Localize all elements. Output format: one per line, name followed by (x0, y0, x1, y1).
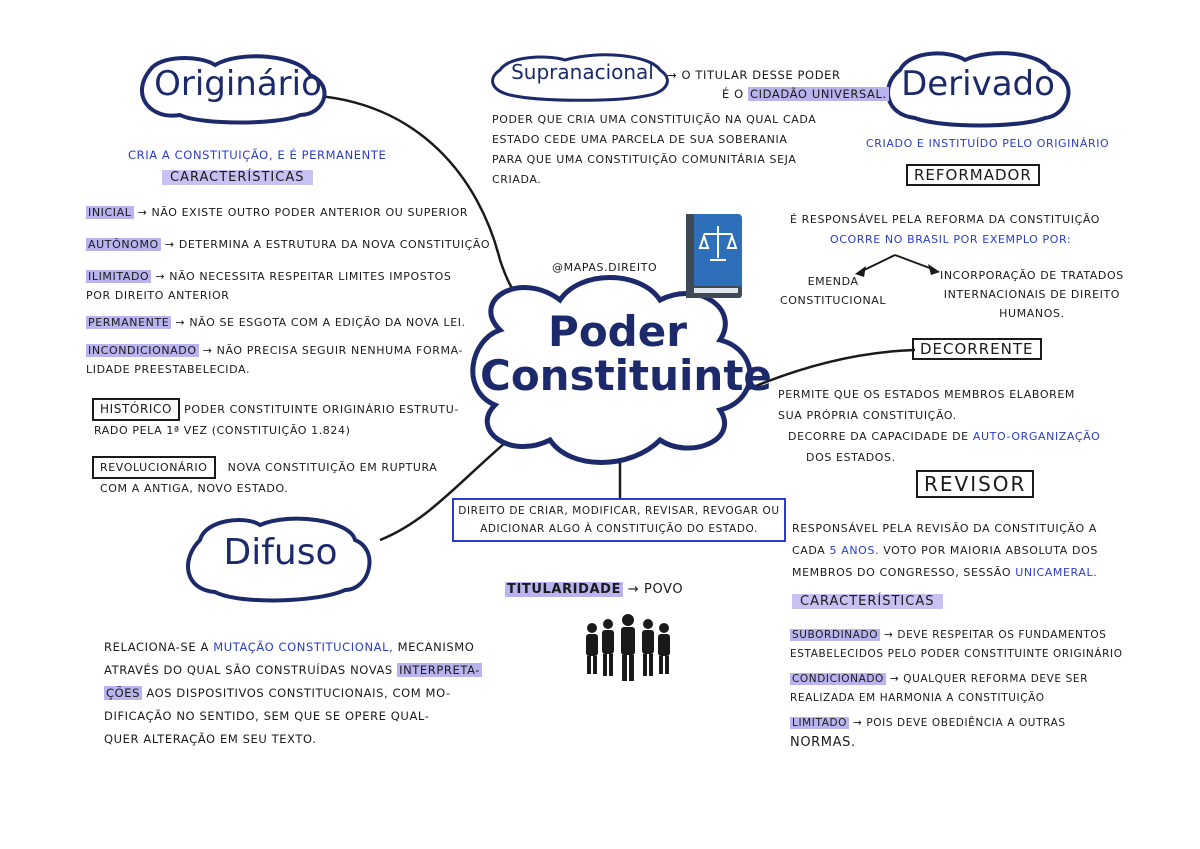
difuso-l1-blue: MUTAÇÃO CONSTITUCIONAL, (213, 640, 394, 654)
item-text2: LIDADE PREESTABELECIDA. (86, 363, 251, 376)
item-text2: REALIZADA EM HARMONIA A CONSTITUIÇÃO (790, 692, 1045, 704)
people-group-icon (578, 612, 678, 684)
revisor-line3-prefix: MEMBROS DO CONGRESSO, SESSÃO (792, 566, 1012, 579)
list-item: PERMANENTE → NÃO SE ESGOTA COM A EDIÇÃO DA NOVA LEI. (88, 316, 466, 329)
list-item: LIMITADO → POIS DEVE OBEDIÊNCIA A OUTRAS NORMAS. (790, 717, 1066, 750)
difuso-text (104, 636, 482, 751)
item-text: DEVE RESPEITAR OS FUNDAMENTOS (897, 629, 1107, 641)
revisor-line1: RESPONSÁVEL PELA REVISÃO DA CONSTITUIÇÃO A (792, 522, 1097, 535)
originario-items (86, 203, 490, 385)
center-desc-line2: ADICIONAR ALGO À CONSTITUIÇÃO DO ESTADO. (480, 523, 758, 535)
reformador-left (780, 272, 886, 310)
list-item: ILIMITADO → NÃO NECESSITA RESPEITAR LIMITES IMPOSTOS POR DIREITO ANTERIOR (86, 270, 452, 302)
list-item: AUTÔNOMO → DETERMINA A ESTRUTURA DA NOVA CONSTITUIÇÃO (88, 238, 491, 251)
revolucionario-block (92, 456, 437, 498)
historico-text2: RADO PELA 1ª VEZ (CONSTITUIÇÃO 1.824) (94, 424, 351, 437)
difuso-l1-suffix: MECANISMO (397, 640, 475, 654)
revisor-items (790, 626, 1123, 753)
supranacional-note2-prefix: É O (722, 87, 744, 101)
item-term: INICIAL (88, 206, 132, 219)
revolucionario-text: NOVA CONSTITUIÇÃO EM RUPTURA (227, 461, 438, 474)
item-term: CONDICIONADO (792, 673, 884, 685)
supranacional-desc-line: PODER QUE CRIA UMA CONSTITUIÇÃO NA QUAL CADA (492, 113, 817, 126)
decorrente-label: DECORRENTE (912, 338, 1042, 360)
item-term: LIMITADO (792, 717, 848, 729)
difuso-l2-prefix: ATRAVÉS DO QUAL SÃO CONSTRUÍDAS NOVAS (104, 663, 393, 677)
reformador-text1: É RESPONSÁVEL PELA REFORMA DA CONSTITUIÇÃO (790, 213, 1101, 226)
difuso-l1-prefix: RELACIONA-SE A (104, 640, 209, 654)
originario-caracteristicas (162, 168, 313, 187)
supranacional-title: Supranacional (511, 60, 654, 84)
difuso-l3-hl: ÇÕES (106, 686, 141, 700)
difuso-l3-suffix: AOS DISPOSITIVOS CONSTITUCIONAIS, COM MO- (146, 686, 451, 700)
derivado-subtitle: CRIADO E INSTITUÍDO PELO ORIGINÁRIO (866, 137, 1110, 150)
reformador-text2: OCORRE NO BRASIL POR EXEMPLO POR: (830, 233, 1072, 246)
item-term: AUTÔNOMO (88, 238, 159, 251)
revisor-line2-suffix: VOTO POR MAIORIA ABSOLUTA DOS (883, 544, 1098, 557)
item-term: PERMANENTE (88, 316, 170, 329)
revisor-line2-blue: 5 ANOS. (829, 544, 880, 557)
supranacional-note (667, 66, 889, 104)
difuso-l4: DIFICAÇÃO NO SENTIDO, SEM QUE SE OPERE QUAL- (104, 709, 430, 723)
reformador-left-line: EMENDA (807, 275, 859, 288)
item-text: DETERMINA A ESTRUTURA DA NOVA CONSTITUIÇÃO (178, 238, 491, 251)
reformador-right-line: INTERNACIONAIS DE DIREITO (943, 288, 1121, 301)
revisor-caracteristicas-label: CARACTERÍSTICAS (792, 594, 943, 609)
decorrente-label-wrap (912, 338, 1042, 360)
item-term: INCONDICIONADO (88, 344, 197, 357)
center-title-line2: Constituinte (480, 351, 772, 400)
item-text: NÃO NECESSITA RESPEITAR LIMITES IMPOSTOS (169, 270, 452, 283)
reformador-right (940, 266, 1124, 323)
item-text: POIS DEVE OBEDIÊNCIA A OUTRAS (866, 717, 1066, 729)
supranacional-desc-line: PARA QUE UMA CONSTITUIÇÃO COMUNITÁRIA SEJA (492, 153, 797, 166)
reformador-label-wrap (906, 164, 1040, 186)
decorrente-line3-prefix: DECORRE DA CAPACIDADE DE (788, 430, 969, 443)
historico-block (92, 398, 459, 440)
center-title-line1: Poder (548, 307, 687, 356)
supranacional-desc-line: ESTADO CEDE UMA PARCELA DE SUA SOBERANIA (492, 133, 788, 146)
titularidade-value: POVO (644, 582, 684, 597)
reformador-left-line: CONSTITUCIONAL (780, 294, 887, 307)
item-text: NÃO PRECISA SEGUIR NENHUMA FORMA- (216, 344, 464, 357)
center-title (480, 307, 772, 400)
supranacional-note2-hl: CIDADÃO UNIVERSAL. (750, 87, 887, 101)
center-desc-line1: DIREITO DE CRIAR, MODIFICAR, REVISAR, REVOGAR OU (458, 505, 780, 517)
difuso-title: Difuso (223, 532, 338, 573)
difuso-l5: QUER ALTERAÇÃO EM SEU TEXTO. (104, 732, 317, 746)
supranacional-desc (492, 110, 816, 190)
item-text2: NORMAS. (790, 735, 856, 750)
item-text2: ESTABELECIDOS PELO PODER CONSTITUINTE ORIGINÁRIO (790, 648, 1123, 660)
law-book-icon (684, 212, 746, 302)
item-text: QUALQUER REFORMA DEVE SER (903, 673, 1088, 685)
list-item: INICIAL → NÃO EXISTE OUTRO PODER ANTERIOR OU SUPERIOR (88, 206, 469, 219)
revolucionario-label: REVOLUCIONÁRIO (92, 456, 216, 479)
historico-text: PODER CONSTITUINTE ORIGINÁRIO ESTRUTU- (184, 403, 459, 416)
decorrente-line: SUA PRÓPRIA CONSTITUIÇÃO. (778, 409, 957, 422)
decorrente-text (778, 384, 1100, 468)
supranacional-desc-line: CRIADA. (492, 173, 542, 186)
list-item: CONDICIONADO → QUALQUER REFORMA DEVE SER REALIZADA EM HARMONIA A CONSTITUIÇÃO (790, 673, 1088, 704)
originario-subtitle: CRIA A CONSTITUIÇÃO, E É PERMANENTE (128, 148, 387, 162)
originario-title: Originário (154, 64, 322, 104)
revisor-text (792, 518, 1098, 584)
decorrente-line3-blue: AUTO-ORGANIZAÇÃO (972, 430, 1101, 443)
item-text2: POR DIREITO ANTERIOR (86, 289, 230, 302)
supranacional-note1: O TITULAR DESSE PODER (681, 68, 841, 82)
derivado-title: Derivado (901, 64, 1055, 104)
item-term: ILIMITADO (88, 270, 150, 283)
credit: @MAPAS.DIREITO (552, 261, 658, 274)
historico-label: HISTÓRICO (92, 398, 180, 421)
reformador-right-line: INCORPORAÇÃO DE TRATADOS (940, 269, 1124, 282)
revisor-line2-prefix: CADA (792, 544, 826, 557)
item-term: SUBORDINADO (792, 629, 879, 641)
item-text: NÃO SE ESGOTA COM A EDIÇÃO DA NOVA LEI. (189, 316, 466, 329)
item-text: NÃO EXISTE OUTRO PODER ANTERIOR OU SUPERIOR (151, 206, 469, 219)
list-item: SUBORDINADO → DEVE RESPEITAR OS FUNDAMENTOS ESTABELECIDOS PELO PODER CONSTITUINTE ORIGINÁRIO (790, 629, 1123, 660)
decorrente-line4: DOS ESTADOS. (806, 451, 896, 464)
decorrente-line: PERMITE QUE OS ESTADOS MEMBROS ELABOREM (778, 388, 1075, 401)
originario-caracteristicas-label: CARACTERÍSTICAS (162, 170, 313, 185)
reformador-label: REFORMADOR (906, 164, 1040, 186)
revisor-caracteristicas (792, 592, 943, 611)
revisor-label: REVISOR (916, 470, 1034, 498)
reformador-right-line: HUMANOS. (999, 307, 1065, 320)
revolucionario-text2: COM A ANTIGA, NOVO ESTADO. (100, 482, 289, 495)
revisor-label-wrap (916, 470, 1034, 498)
titularidade: TITULARIDADE → POVO (507, 582, 684, 597)
center-desc-box (452, 498, 786, 542)
titularidade-label: TITULARIDADE (507, 582, 622, 597)
line-tratados (895, 255, 935, 270)
list-item: INCONDICIONADO → NÃO PRECISA SEGUIR NENHUMA FORMA- LIDADE PREESTABELECIDA. (86, 344, 464, 376)
revisor-line3-blue: UNICAMERAL. (1015, 566, 1098, 579)
difuso-l2-hl: INTERPRETA- (399, 663, 481, 677)
arrow-right-icon: → (667, 68, 678, 82)
